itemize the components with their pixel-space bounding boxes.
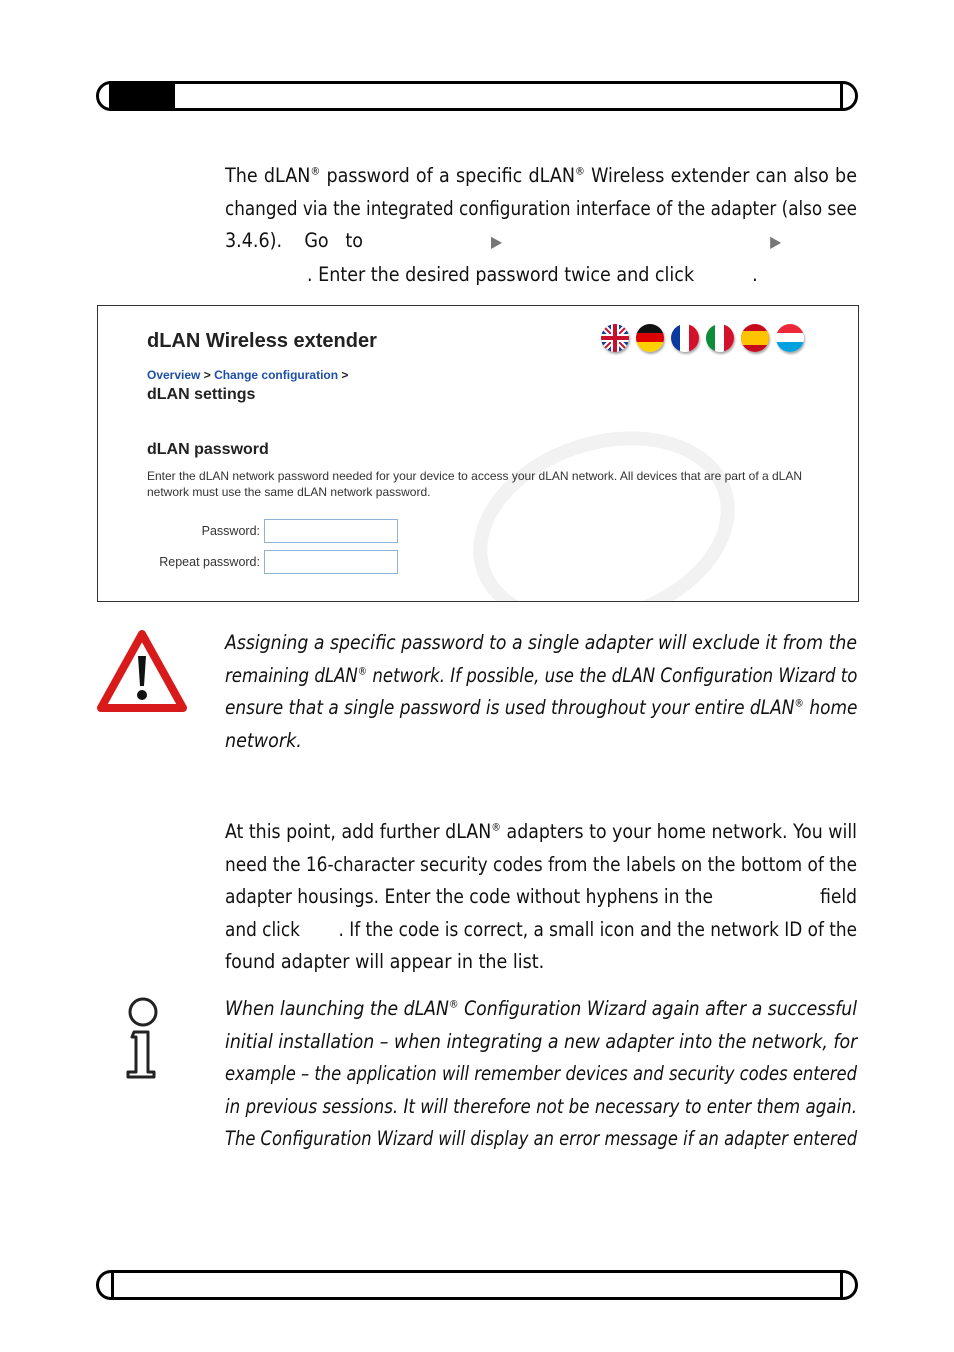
info-line-3: example – the application will remember devices and security codes entered	[225, 1062, 857, 1085]
adapters-paragraph	[225, 816, 857, 979]
config-screenshot	[97, 305, 859, 602]
arrow-right-icon: ▶	[490, 232, 503, 251]
footer-bar-left-divider	[111, 1273, 114, 1297]
warning-line-1: Assigning a specific password to a single adapter will exclude it from the	[225, 631, 857, 654]
adapters-line-5: found adapter will appear in the list.	[225, 950, 545, 973]
adapters-line-4: and click . If the code is correct, a small icon and the network ID of the	[225, 917, 858, 941]
france-flag-icon[interactable]	[671, 324, 699, 352]
spain-flag-icon[interactable]	[741, 324, 769, 352]
repeat-password-input[interactable]	[264, 550, 398, 574]
repeat-password-label: Repeat password:	[159, 555, 260, 569]
device-title: dLAN Wireless extender	[147, 330, 377, 352]
info-line-4: in previous sessions. It will therefore not be necessary to enter them again.	[225, 1094, 857, 1118]
password-row	[118, 519, 398, 543]
intro-line-1: The dLAN® password of a specific dLAN® Wireless extender can also be	[225, 164, 857, 187]
password-label: Password:	[201, 524, 260, 538]
arrow-right-icon: ▶	[770, 232, 782, 251]
info-icon	[118, 996, 168, 1080]
info-line-2: initial installation – when integrating a new adapter into the network, for	[225, 1029, 858, 1053]
warning-line-3: ensure that a single password is used throughout your entire dLAN® home	[225, 696, 858, 719]
italy-flag-icon[interactable]	[706, 324, 734, 352]
section-description: Enter the dLAN network password needed for your device to access your dLAN network. All devices that are part of a dLAN network must use the same dLAN network password.	[147, 469, 803, 499]
warning-line-4: network.	[225, 728, 302, 752]
intro-line-3: 3.4.6). Go to ▶ ▶	[225, 229, 782, 252]
footer-bar-right-divider	[840, 1273, 843, 1297]
breadcrumb: Overview > Change configuration >	[147, 368, 349, 382]
page-title: dLAN settings	[147, 386, 256, 403]
header-bar-divider	[840, 84, 843, 108]
breadcrumb-change-config-link[interactable]: Change configuration	[214, 368, 339, 382]
intro-paragraph	[225, 160, 857, 291]
germany-flag-icon[interactable]	[636, 324, 664, 352]
info-line-1: When launching the dLAN® Configuration Wizard again after a successful	[225, 997, 858, 1020]
adapters-line-3: adapter housings. Enter the code without hyphens in the field	[225, 885, 857, 908]
info-line-5: The Configuration Wizard will display an error message if an adapter entered	[225, 1127, 858, 1150]
warning-line-2: remaining dLAN® network. If possible, use the dLAN Configuration Wizard to	[225, 663, 858, 687]
adapters-line-2: need the 16-character security codes from the labels on the bottom of the	[225, 852, 857, 876]
repeat-password-row	[118, 550, 398, 574]
section-title: dLAN password	[147, 441, 269, 458]
warning-triangle-icon	[97, 628, 187, 714]
luxembourg-flag-icon[interactable]	[776, 324, 804, 352]
adapters-line-1: At this point, add further dLAN® adapters to your home network. You will	[225, 820, 857, 843]
warning-paragraph	[225, 627, 857, 757]
intro-line-4: . Enter the desired password twice and click .	[307, 262, 758, 286]
uk-flag-icon[interactable]	[601, 324, 629, 352]
intro-line-2: changed via the integrated configuration interface of the adapter (also see	[225, 196, 857, 220]
header-chapter-tab	[109, 81, 175, 111]
footer-bar	[96, 1270, 858, 1300]
watermark	[448, 399, 761, 602]
password-input[interactable]	[264, 519, 398, 543]
header-bar	[96, 81, 858, 111]
breadcrumb-overview-link[interactable]: Overview	[147, 368, 201, 382]
info-paragraph	[225, 993, 857, 1156]
